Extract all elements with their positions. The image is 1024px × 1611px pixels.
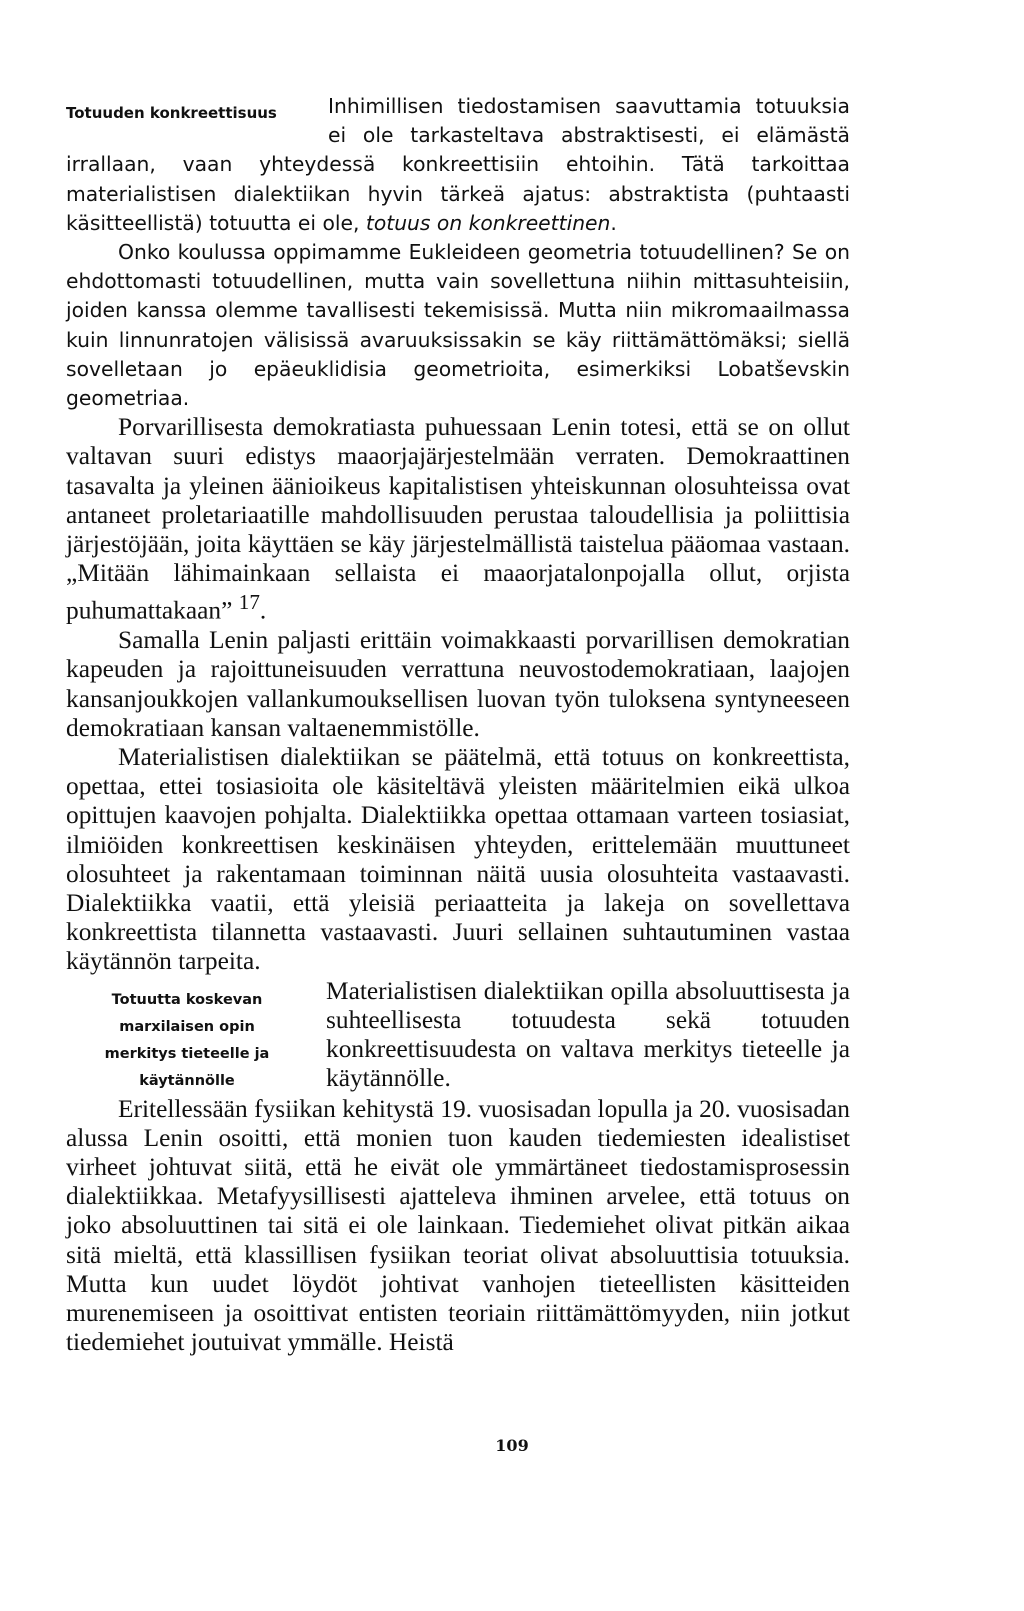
section-democracy: [66, 413, 850, 1357]
paragraph-euclid: Onko koulussa oppimamme Eukleideen geometria totuudellinen? Se on ehdottomasti totuudellinen, mutta vain sovellettuna niihin mittasuhteisiin, joiden kanssa olemme tavallisesti tekemisissä. Mutta niin mikromaailmassa kuin linnunratojen välisissä avaruuksissakin se käy riittämättömäksi; siellä sovelletaan jo epäeuklidisia geometrioita, esimerkiksi Lobatševskin geometriaa.: [66, 240, 850, 411]
margin-note-line: käytännölle: [139, 1072, 235, 1089]
paragraph-concreteness-text: Inhimillisen tiedostamisen saavuttamia totuuksia ei ole tarkasteltava abstraktisesti, ei elämästä irrallaan, vaan yhteydessä konkreettisiin ehtoihin. Tätä tarkoittaa materialistisen dialektiikan hyvin tärkeä ajatus: abstraktista (puhtaasti käsitteellistä) totuutta ei ole,: [66, 94, 850, 235]
book-page: [66, 92, 850, 1357]
paragraph-concreteness-end: .: [610, 210, 617, 235]
emphasis-truth-is-concrete: totuus on konkreettinen: [365, 210, 611, 235]
paragraph-bourgeois-democracy: [66, 413, 850, 626]
margin-note-line: Totuutta koskevan: [111, 991, 263, 1008]
paragraph-soviet-democracy: Samalla Lenin paljasti erittäin voimakkaasti porvarillisen demokratian kapeuden ja rajoittuneisuuden verrattuna neuvostodemokratiaan, laajojen kansanjoukkojen vallankumouksellisen luovan työn tuloksena syntyneeseen demokratiaan kansan valtaenemmistölle.: [66, 626, 850, 742]
paragraph-bourgeois-democracy-end: .: [259, 596, 267, 625]
footnote-ref[interactable]: 17: [238, 590, 260, 615]
margin-note-line: marxilaisen opin: [119, 1018, 255, 1035]
paragraph-significance: Materialistisen dialektiikan opilla absoluuttisesta ja suhteellisesta totuudesta sekä totuuden konkreettisuudesta on valtava merkitys tieteelle ja käytännölle.: [326, 976, 850, 1093]
paragraph-bourgeois-democracy-text: Porvarillisesta demokratiasta puhuessaan Lenin totesi, että se on ollut valtavan suuri edistys maaorjajärjestelmään verraten. Demokraattinen tasavalta ja yleinen äänioikeus kapitalistisen yhteiskunnan olosuhteissa ovat antaneet proletariaatille mahdollisuuden perustaa taloudellisia ja poliittisia järjestöjään, joita käyttäen se käy järjestelmällistä taistelua pääomaa vastaan. „Mitään lähimainkaan sellaista ei maaorjatalonpojalla ollut, orjista puhumattakaan”: [66, 413, 850, 625]
margin-note-significance: [66, 987, 308, 1095]
paragraph-dialectics: Materialistisen dialektiikan se päätelmä, että totuus on konkreettista, opettaa, ettei tosiasioita ole käsiteltävä yleisten määritelmien eikä ulkoa opittujen kaavojen pohjalta. Dialektiikka opettaa ottamaan varteen tosiasiat, ilmiöiden konkreettisen keskinäisen yhteyden, erittelemään muuttuneet olosuhteet ja rakentamaan toiminnan näitä uusia olosuhteita vastaavasti. Dialektiikka vaatii, että yleisiä periaatteita ja lakeja on sovellettava konkreettista tilannetta vastaavasti. Juuri sellainen suhtautuminen vastaa käytännön tarpeita.: [66, 742, 850, 976]
paragraph-physics: Eritellessään fysiikan kehitystä 19. vuosisadan lopulla ja 20. vuosisadan alussa Lenin osoitti, että monien tuon kauden tiedemiesten idealistiset virheet johtuvat siitä, että he eivät ole ymmärtäneet tiedostamisprosessin dialektiikkaa. Metafyysillisesti ajatteleva ihminen arvelee, että totuus on joko absoluuttinen tai sitä ei ole lainkaan. Tiedemiehet olivat pitkän aikaa sitä mieltä, että klassillisen fysiikan teoriat olivat absoluuttisia totuuksia. Mutta kun uudet löydöt johtivat vanhojen tieteellisten käsitteiden murenemiseen ja osoittivat entisten teoriain riittämättömyyden, niin jotkut tiedemiehet joutuivat ymmälle. Heistä: [66, 1094, 850, 1357]
page-number: 109: [495, 1436, 529, 1455]
section-concreteness: [66, 92, 850, 413]
margin-note-concreteness: Totuuden konkreettisuus: [66, 104, 277, 122]
margin-note-line: merkitys tieteelle ja: [104, 1045, 270, 1062]
